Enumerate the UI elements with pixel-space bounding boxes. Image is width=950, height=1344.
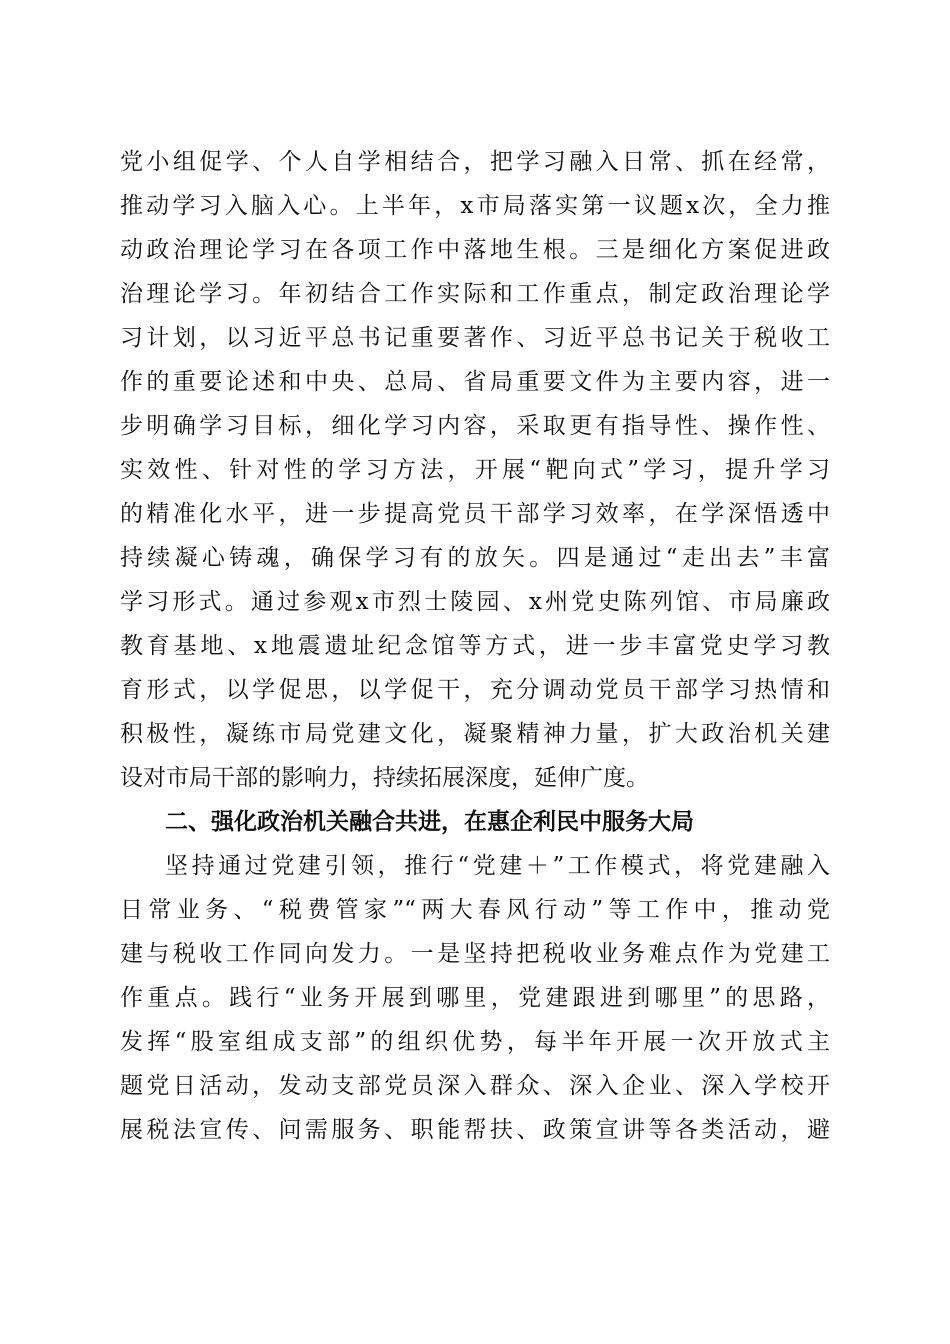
paragraph-line: 坚持通过党建引领，推行“党建＋”工作模式，将党建融入	[165, 853, 830, 879]
paragraph-line: 习计划，以习近平总书记重要著作、习近平总书记关于税收工	[120, 325, 830, 351]
paragraph-line: 实效性、针对性的学习方法，开展“靶向式”学习，提升学习	[120, 457, 830, 483]
paragraph-line: 的精准化水平，进一步提高党员干部学习效率，在学深悟透中	[120, 501, 830, 527]
paragraph-line: 步明确学习目标，细化学习内容，采取更有指导性、操作性、	[120, 413, 830, 439]
paragraph-line: 育形式，以学促思，以学促干，充分调动党员干部学习热情和	[120, 677, 830, 703]
paragraph-line: 学习形式。通过参观x市烈士陵园、x州党史陈列馆、市局廉政	[120, 589, 830, 615]
paragraph-line: 建与税收工作同向发力。一是坚持把税收业务难点作为党建工	[120, 941, 830, 967]
paragraph-line: 展税法宣传、问需服务、职能帮扶、政策宣讲等各类活动，避	[120, 1117, 830, 1143]
paragraph-line: 作的重要论述和中央、总局、省局重要文件为主要内容，进一	[120, 369, 830, 395]
paragraph-line: 动政治理论学习在各项工作中落地生根。三是细化方案促进政	[120, 237, 830, 263]
paragraph-line: 党小组促学、个人自学相结合，把学习融入日常、抓在经常，	[120, 149, 830, 175]
section-heading: 二、强化政治机关融合共进，在惠企利民中服务大局	[165, 809, 694, 835]
paragraph-line: 持续凝心铸魂，确保学习有的放矢。四是通过“走出去”丰富	[120, 545, 830, 571]
paragraph-line: 治理论学习。年初结合工作实际和工作重点，制定政治理论学	[120, 281, 830, 307]
paragraph-line: 设对市局干部的影响力，持续拓展深度，延伸广度。	[120, 765, 649, 791]
paragraph-line: 发挥“股室组成支部”的组织优势，每半年开展一次开放式主	[120, 1029, 830, 1055]
paragraph-line: 积极性，凝练市局党建文化，凝聚精神力量，扩大政治机关建	[120, 721, 830, 747]
paragraph-line: 题党日活动，发动支部党员深入群众、深入企业、深入学校开	[120, 1073, 830, 1099]
paragraph-line: 作重点。践行“业务开展到哪里，党建跟进到哪里”的思路，	[120, 985, 830, 1011]
paragraph-line: 推动学习入脑入心。上半年，x市局落实第一议题x次，全力推	[120, 193, 830, 219]
paragraph-line: 教育基地、x地震遗址纪念馆等方式，进一步丰富党史学习教	[120, 633, 830, 659]
paragraph-line: 日常业务、“税费管家”“两大春风行动”等工作中，推动党	[120, 897, 830, 923]
